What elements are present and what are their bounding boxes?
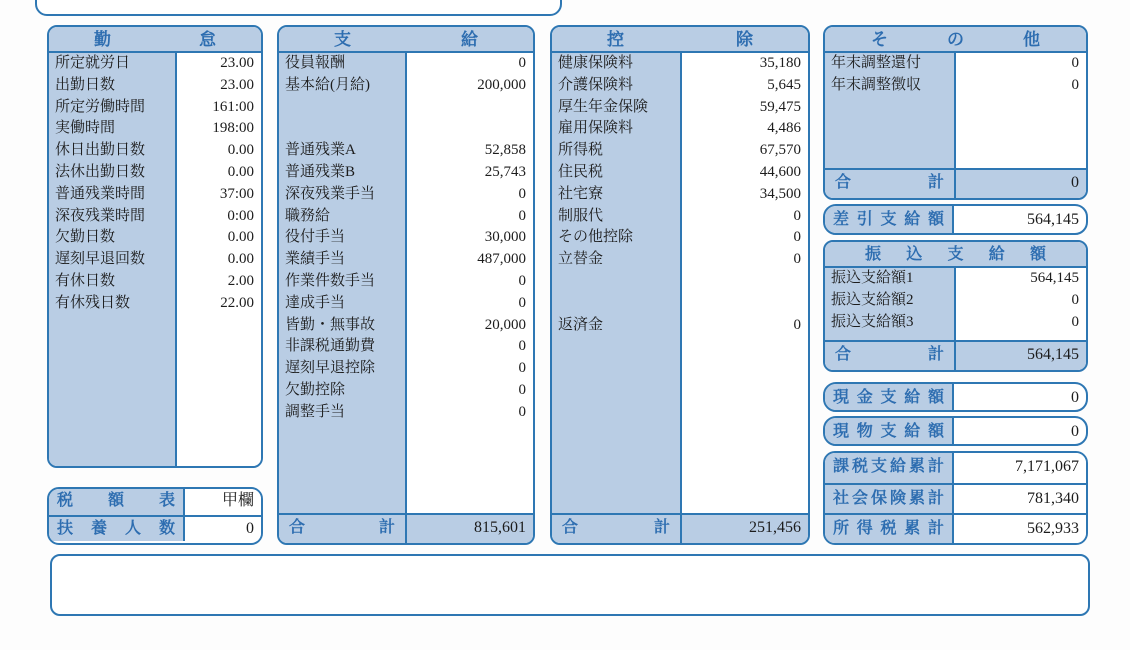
row-label: 所定就労日 [55,55,131,71]
row-label: 住民税 [558,163,604,180]
row-label: 返済金 [558,316,604,333]
attendance-title: 勤怠 [49,27,261,53]
row-label: 出勤日数 [55,76,116,93]
row-label: 年末調整徴収 [831,76,922,93]
deduction-section [550,25,810,545]
table-row [279,162,533,184]
row-value: 0.00 [227,142,254,159]
table-row [552,293,808,315]
row-value: 20,000 [484,316,526,333]
table-row [279,53,533,75]
table-row [279,184,533,206]
row-value: 0.00 [227,251,254,268]
income-tax-cumulative-row [825,513,1086,543]
row-value: 35,180 [759,55,801,71]
payment-rows [279,53,533,513]
table-row [279,380,533,402]
table-row [49,53,261,75]
table-row [552,97,808,119]
row-value: 0 [518,403,526,420]
row-label: 差引支給額 [825,206,954,233]
row-label: 業績手当 [285,251,346,268]
table-row [825,75,1086,97]
row-label: 皆勤・無事故 [285,316,376,333]
table-row [552,140,808,162]
transfer-total-row [825,340,1086,370]
row-value: 4,486 [767,120,801,137]
row-label: 振込支給額2 [831,291,914,308]
total-label: 合計 [835,346,944,363]
row-value: 22.00 [220,294,254,311]
row-value [405,97,533,119]
row-label: 振込支給額3 [831,313,914,330]
attendance-section [47,25,263,468]
row-value: 0.00 [227,163,254,180]
table-row [49,97,261,119]
table-row [279,206,533,228]
row-label: 現金支給額 [825,384,954,410]
table-row [279,227,533,249]
row-value: 59,475 [759,98,801,115]
row-label: 介護保険料 [558,76,634,93]
row-label: 扶養人数 [49,517,185,541]
row-value: 0 [793,251,801,268]
row-label: 休日出勤日数 [55,142,146,159]
transfer-title: 振込支給額 [825,242,1086,268]
row-label: 社宅寮 [558,185,604,202]
deduction-title: 控除 [552,27,808,53]
row-label: 有休日数 [55,272,116,289]
table-row [825,312,1086,334]
row-value: 0 [518,360,526,377]
payment-section [277,25,535,545]
row-value: 161:00 [212,98,254,115]
table-row [49,75,261,97]
transfer-section [823,240,1088,372]
row-label: 普通残業B [285,163,356,180]
table-row [552,53,808,75]
table-row [49,162,261,184]
row-label: 達成手当 [285,294,346,311]
deduction-rows [552,53,808,513]
top-cutoff-box [35,0,562,16]
row-value: 564,145 [1030,270,1079,286]
row-value: 0 [518,294,526,311]
table-row [49,140,261,162]
row-value: 0 [1071,76,1079,93]
row-value: 200,000 [477,76,526,93]
tax-table-section [47,487,263,545]
row-value: 0 [1071,291,1079,308]
row-label: 課税支給累計 [825,453,954,483]
row-value: 37:00 [219,185,254,202]
row-value: 34,500 [759,185,801,202]
table-row [49,293,261,315]
row-label: 現物支給額 [825,418,954,444]
table-row [552,249,808,271]
row-label: 作業件数手当 [285,272,376,289]
table-row [552,271,808,293]
table-row [279,358,533,380]
table-row [552,206,808,228]
row-value: 44,600 [759,163,801,180]
row-label: 年末調整還付 [831,55,922,71]
net-pay-row [823,204,1088,235]
row-label [552,293,680,315]
row-label: 振込支給額1 [831,270,914,286]
row-value: 0.00 [227,229,254,246]
other-section [823,25,1088,200]
row-label: 役付手当 [285,229,346,246]
row-value: 0 [1071,389,1079,406]
row-value: 0 [1071,423,1079,440]
row-value: 7,171,067 [954,453,1086,483]
row-value: 564,145 [1027,211,1079,228]
table-row [49,249,261,271]
total-value: 815,601 [474,519,526,536]
row-value: 67,570 [759,142,801,159]
remarks-box [50,554,1090,616]
row-label: 立替金 [558,251,604,268]
payment-total-row [279,513,533,543]
total-label: 合計 [289,519,395,536]
row-value: 0:00 [227,207,254,224]
row-label: 健康保険料 [558,55,634,71]
table-row [279,336,533,358]
row-value: 2.00 [227,272,254,289]
row-value: 23.00 [220,55,254,71]
table-row [279,293,533,315]
payment-title: 支給 [279,27,533,53]
row-value: 0 [518,207,526,224]
row-label: 非課税通勤費 [285,338,376,355]
row-value: 0 [793,316,801,333]
row-value: 0 [518,55,526,71]
row-value: 0 [518,381,526,398]
row-label: 税額表 [49,489,185,515]
tax-table-row [49,489,261,515]
row-label: 社会保険累計 [825,485,954,513]
table-row [552,184,808,206]
row-value: 781,340 [954,485,1086,513]
row-value: 52,858 [484,142,526,159]
row-label: 欠勤日数 [55,229,116,246]
row-value: 198:00 [212,120,254,137]
row-label: 制服代 [558,207,604,224]
row-value: 5,645 [767,76,801,93]
table-row [49,118,261,140]
row-label: 普通残業A [285,142,356,159]
row-label: 法休出勤日数 [55,163,146,180]
table-row [279,402,533,424]
table-row [552,75,808,97]
row-value: 0 [1071,313,1079,330]
other-rows [825,53,1086,168]
row-label: 厚生年金保険 [558,98,649,115]
deduction-total-row [552,513,808,543]
taxable-cumulative-row [825,453,1086,483]
row-label: 深夜残業手当 [285,185,376,202]
total-value: 564,145 [1027,346,1079,363]
table-row [279,97,533,119]
row-label: その他控除 [558,229,634,246]
table-row [825,268,1086,290]
table-row [49,227,261,249]
table-row [279,271,533,293]
table-row [552,162,808,184]
row-label [279,97,405,119]
row-value: 甲欄 [185,489,261,515]
row-label [279,118,405,140]
table-row [552,227,808,249]
dependents-row [49,515,261,541]
row-value: 0 [518,272,526,289]
row-label: 調整手当 [285,403,346,420]
table-row [825,290,1086,312]
row-label: 有休残日数 [55,294,131,311]
row-label: 実働時間 [55,120,116,137]
table-row [552,315,808,337]
row-value: 0 [518,185,526,202]
table-row [279,75,533,97]
table-row [49,271,261,293]
cash-pay-row [823,382,1088,412]
row-label: 遅刻早退回数 [55,251,146,268]
row-value: 0 [793,229,801,246]
row-value [405,118,533,140]
total-value: 251,456 [749,519,801,536]
row-value [680,271,808,293]
row-label: 雇用保険料 [558,120,634,137]
table-row [279,315,533,337]
table-row [552,118,808,140]
in-kind-pay-row [823,416,1088,446]
table-row [279,118,533,140]
row-label: 役員報酬 [285,55,346,71]
other-title: その他 [825,27,1086,53]
table-row [49,206,261,228]
row-label [552,271,680,293]
row-value: 0 [1071,55,1079,71]
row-value: 0 [185,517,261,541]
row-label: 所定労働時間 [55,98,146,115]
table-row [49,184,261,206]
row-label: 所得税 [558,142,604,159]
row-value: 25,743 [484,163,526,180]
row-label: 普通残業時間 [55,185,146,202]
other-total-row [825,168,1086,198]
total-label: 合計 [835,174,944,191]
total-label: 合計 [562,519,670,536]
attendance-rows [49,53,261,466]
row-label: 基本給(月給) [285,76,370,93]
row-value: 0 [793,207,801,224]
table-row [279,249,533,271]
row-value: 30,000 [484,229,526,246]
total-value: 0 [1071,174,1079,191]
row-value: 487,000 [477,251,526,268]
row-label: 職務給 [285,207,331,224]
social-insurance-cumulative-row [825,483,1086,513]
cumulative-section [823,451,1088,545]
row-label: 欠勤控除 [285,381,346,398]
row-label: 遅刻早退控除 [285,360,376,377]
row-label: 所得税累計 [825,515,954,543]
row-label: 深夜残業時間 [55,207,146,224]
transfer-rows [825,268,1086,340]
table-row [825,53,1086,75]
row-value [680,293,808,315]
row-value: 562,933 [954,515,1086,543]
row-value: 0 [518,338,526,355]
row-value: 23.00 [220,76,254,93]
table-row [279,140,533,162]
